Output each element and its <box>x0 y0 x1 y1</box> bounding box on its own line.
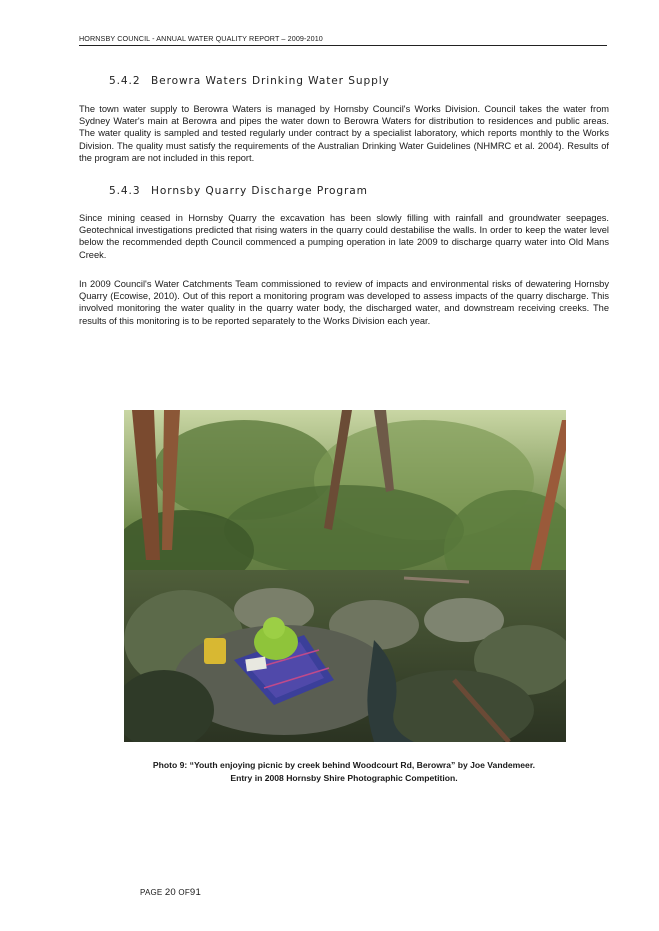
photo-caption-line-2: Entry in 2008 Hornsby Shire Photographic Competition. <box>230 773 458 783</box>
page-footer <box>140 887 201 898</box>
section-number: 5.4.2 <box>109 75 141 87</box>
total-pages: 91 <box>189 887 201 898</box>
photo-caption-line-1: Photo 9: “Youth enjoying picnic by creek behind Woodcourt Rd, Berowra” by Joe Vandemeer. <box>152 760 536 770</box>
paragraph-berowra-supply: The town water supply to Berowra Waters is managed by Hornsby Council's Works Division. Council takes the water from Sydney Water's main at Berowra and pipes the water down to Berowra Waters for distribution to residences and public areas. The water quality is sampled and tested regularly under contract by a specialist laboratory, which reports monthly to the Works Division. The quality must satisfy the requirements of the Australian Drinking Water Guidelines (NHMRC et al. 2004). Results of the program are not included in this report. <box>79 104 609 163</box>
section-title: Hornsby Quarry Discharge Program <box>151 185 368 197</box>
paragraph-quarry-monitoring: In 2009 Council's Water Catchments Team commissioned to review of impacts and environmental risks of dewatering Hornsby Quarry (Ecowise, 2010). Out of this report a monitoring program was developed to assess impacts of the quarry discharge. This involved monitoring the water quality in the quarry water body, the discharged water, and downstream receiving creeks. The results of this monitoring is to be reported separately to the Works Division each year. <box>79 279 609 326</box>
running-header: HORNSBY COUNCIL - ANNUAL WATER QUALITY REPORT – 2009-2010 <box>79 34 607 46</box>
section-number: 5.4.3 <box>109 185 141 197</box>
section-heading-5-4-2 <box>109 75 390 87</box>
page-label: PAGE <box>140 888 163 897</box>
section-heading-5-4-3 <box>109 185 368 197</box>
of-label: OF <box>178 888 190 897</box>
page-number: 20 <box>164 887 176 898</box>
paragraph-quarry-background: Since mining ceased in Hornsby Quarry the excavation has been slowly filling with rainfall and groundwater seepages. Geotechnical investigations predicted that rising waters in the quarry could destabilise the walls. In order to keep the water level below the recommended depth Council commenced a pumping operation in late 2009 to discharge quarry water into Old Mans Creek. <box>79 213 609 260</box>
section-title: Berowra Waters Drinking Water Supply <box>151 75 390 87</box>
creek-picnic-photo <box>124 410 566 742</box>
